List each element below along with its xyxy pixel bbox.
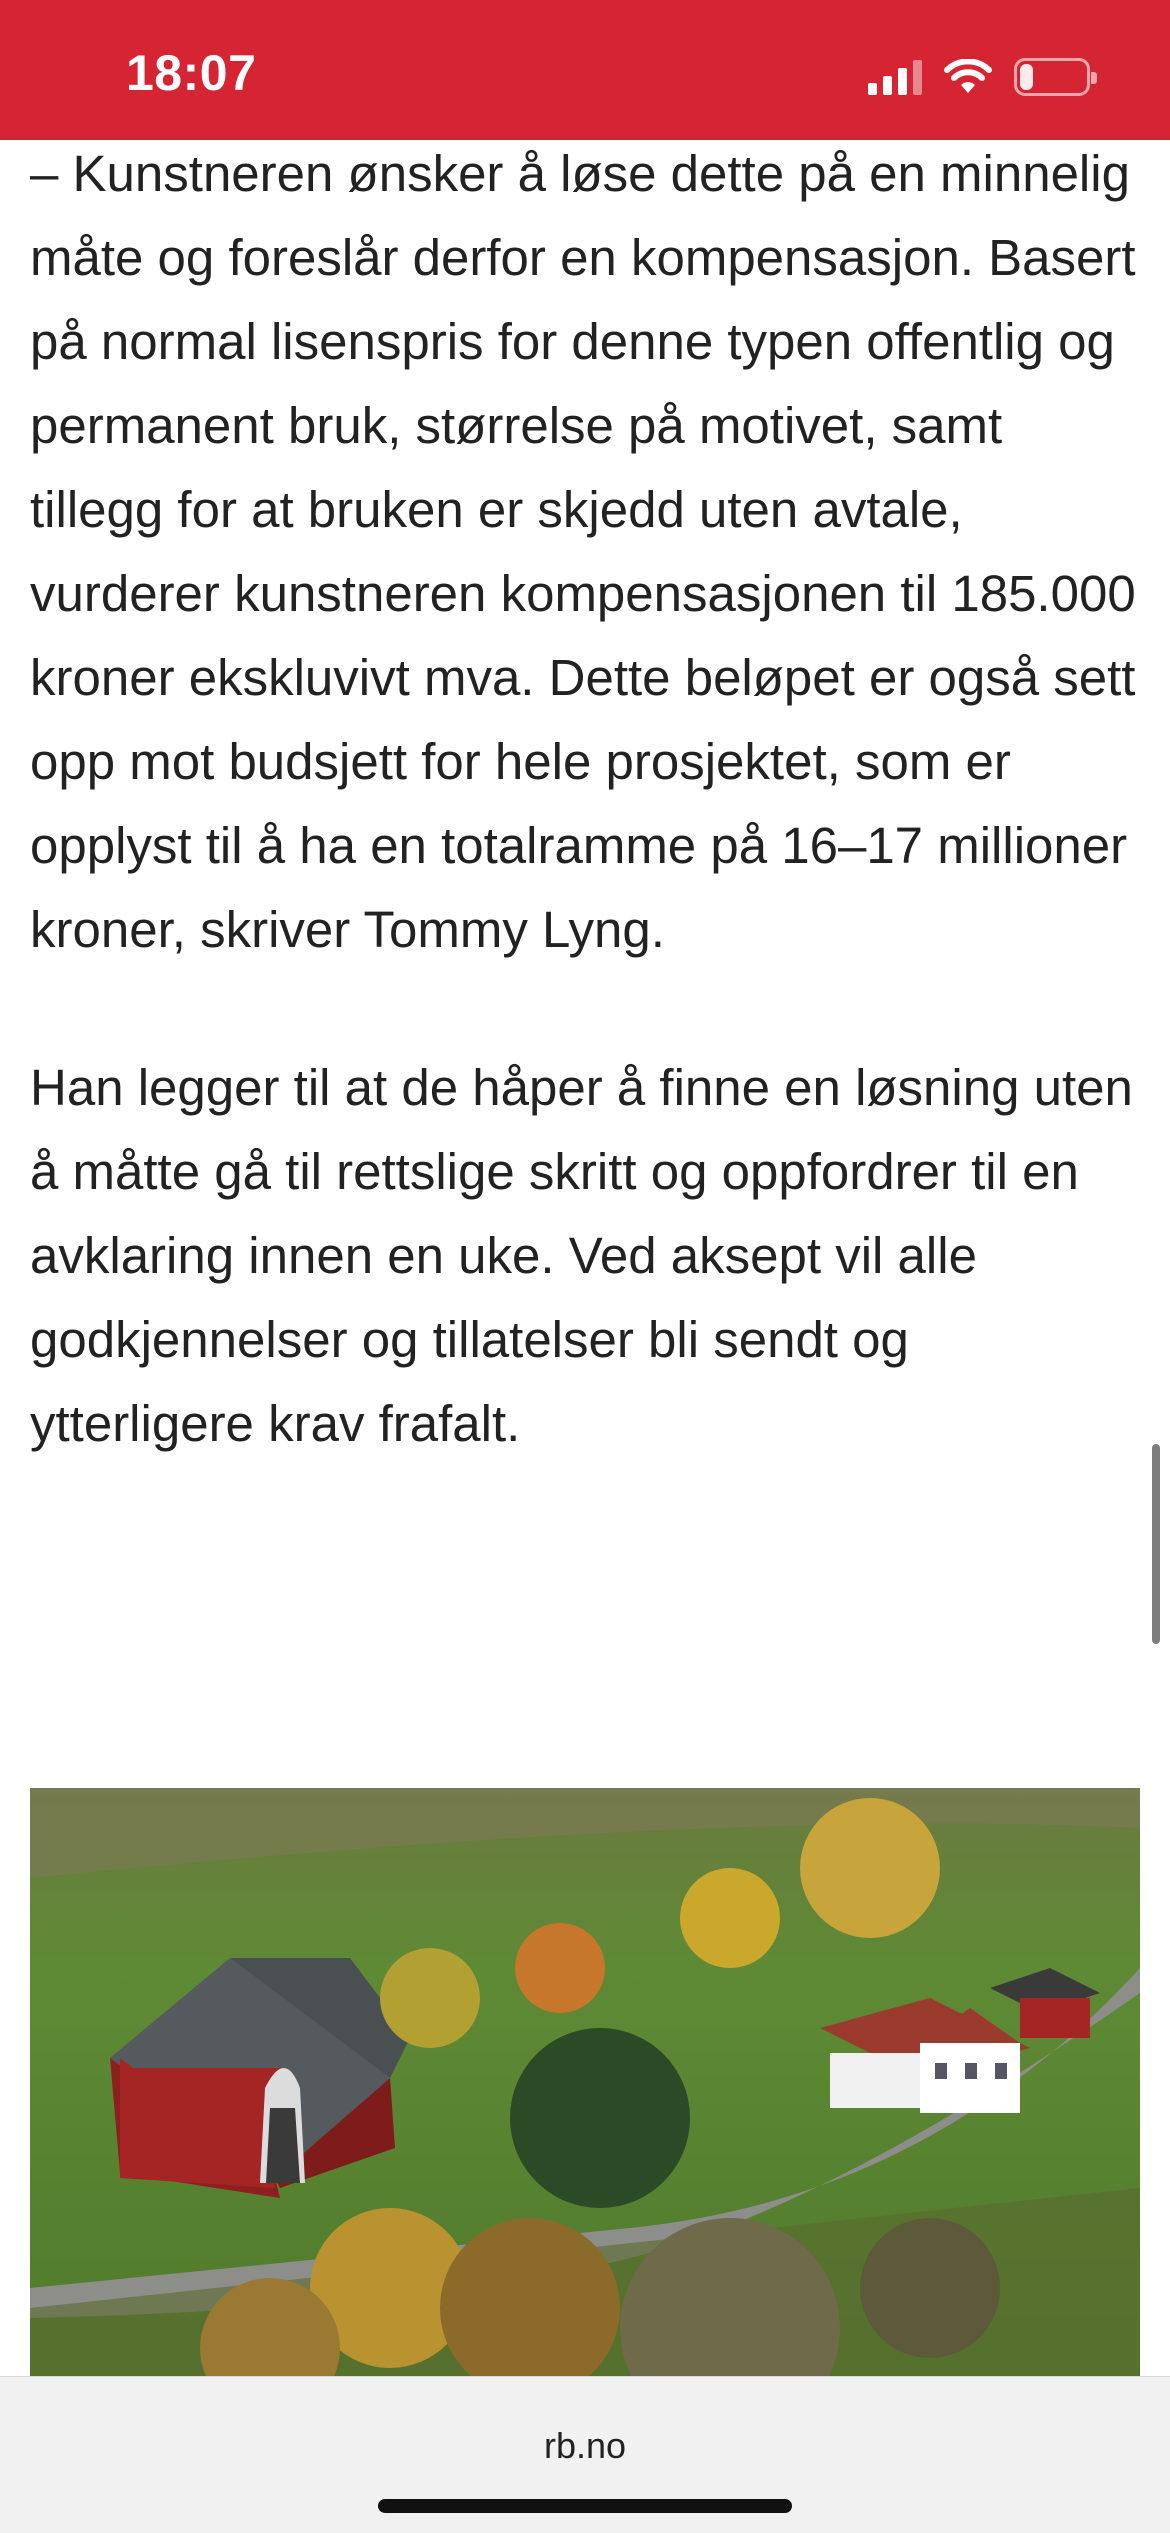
address-bar-url[interactable]: rb.no: [543, 2425, 627, 2466]
battery-fill: [1020, 64, 1033, 90]
article-paragraph: – Kunstneren ønsker å løse dette på en minnelig måte og foreslår derfor en kompensasjon. Basert på normal lisenspris for denne typen offentlig og permanent bruk, størrelse på motivet, samt tillegg for at bruken er skjedd uten avtale, vurderer kunstneren kompensasjonen til 185.000 kroner ekskluvivt mva. Dette beløpet er også sett opp mot budsjett for hele prosjektet, som er opplyst til å ha en totalramme på 16–17 millioner kroner, skriver Tommy Lyng.: [30, 145, 1136, 958]
status-time: 18:07: [126, 45, 257, 101]
home-indicator[interactable]: [378, 2499, 792, 2513]
cellular-signal-icon: [868, 59, 922, 95]
battery-level: 21: [1036, 61, 1068, 92]
status-icons: [868, 54, 1090, 100]
farm-landscape-image: [30, 1788, 1140, 2378]
article-body: [30, 132, 1140, 1466]
scroll-indicator[interactable]: [1152, 1444, 1160, 1644]
article-paragraph: Han legger til at de håper å finne en løsning uten å måtte gå til rettslige skritt og oppfordrer til en avklaring innen en uke. Ved aksept vil alle godkjennelser og tillatelser bli sendt og ytterligere krav frafalt.: [30, 1059, 1133, 1452]
browser-bottom-bar: [0, 2376, 1170, 2533]
status-bar: [0, 0, 1170, 140]
wifi-icon: [944, 59, 992, 95]
battery-icon: [1014, 58, 1090, 96]
article-photo[interactable]: [30, 1788, 1140, 2378]
battery-cap: [1091, 72, 1097, 84]
